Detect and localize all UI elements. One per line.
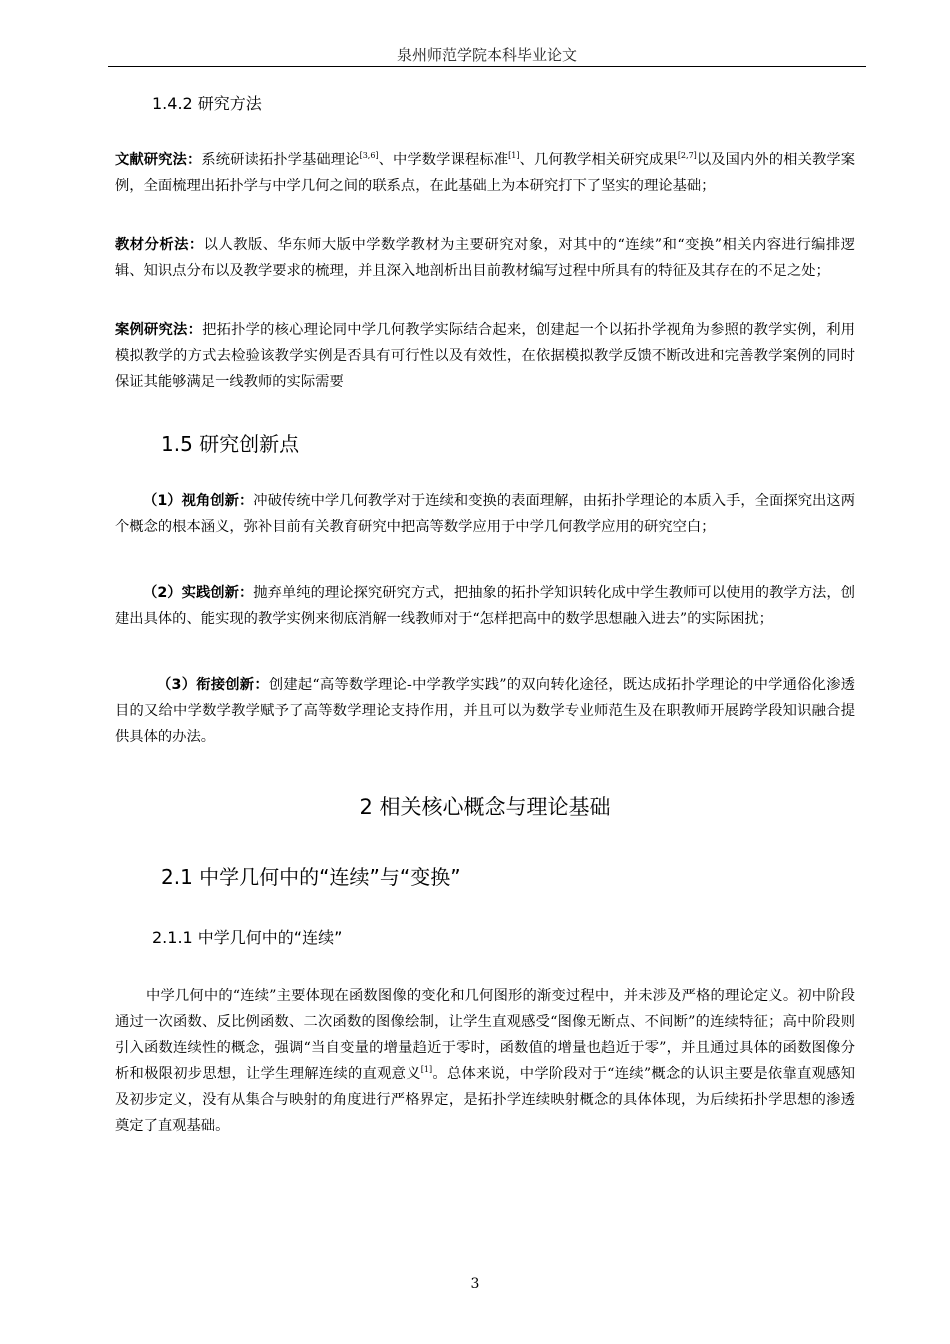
- paragraph-text: 、几何教学相关研究成果: [519, 152, 678, 168]
- paragraph-text: 冲破传统中学几何教学对于连续和变换的表面理解，由拓扑学理论的本质入手，全面探究出这两个概念的根本涵义，弥补目前有关教育研究中把高等数学应用于中学几何教学应用的研究空白；: [115, 493, 856, 535]
- term-label: 衔接创新: [196, 677, 255, 693]
- paragraph-text: 抛弃单纯的理论探究研究方式，把抽象的拓扑学知识转化成中学生教师可以使用的教学方法，创建出具体的、能实现的教学实例来彻底消解一线教师对于“怎样把高中的数学思想融入进去”的实际困扰；: [115, 585, 856, 627]
- paragraph-text: 创建起“高等数学理论-中学教学实践”的双向转化途径，既达成拓扑学理论的中学通俗化渗透目的又给中学数学教学赋予了高等数学理论支持作用，并且可以为数学专业师范生及在职教师开展跨学段知识融合提供具体的办法。: [115, 677, 856, 745]
- section-heading-2-1: 2.1 中学几何中的“连续”与“变换”: [161, 865, 461, 889]
- paragraph-text: 以人教版、华东师大版中学数学教材为主要研究对象，对其中的“连续”和“变换”相关内容进行编排逻辑、知识点分布以及教学要求的梳理，并且深入地剖析出目前教材编写过程中所具有的特征及其存在的不足之处；: [115, 237, 856, 279]
- section-heading-2-1-1: 2.1.1 中学几何中的“连续”: [152, 928, 343, 947]
- term-separator: ：: [238, 493, 254, 509]
- item-prefix: （3）: [157, 677, 197, 693]
- item-prefix: （1）: [143, 493, 182, 509]
- paragraph-innovation-2: [115, 580, 855, 632]
- paragraph-innovation-1: [115, 488, 855, 540]
- term-separator: ：: [254, 677, 269, 693]
- paragraph-text: 系统研读拓扑学基础理论: [201, 152, 360, 168]
- term-separator: ：: [186, 152, 202, 168]
- section-heading-1-5: 1.5 研究创新点: [161, 432, 300, 456]
- paragraph-continuity: [115, 983, 855, 1139]
- term-label: 视角创新: [181, 493, 239, 509]
- paragraph-text: 中学几何中的“连续”主要体现在函数图像的变化和几何图形的渐变过程中，并未涉及严格的理论定义。初中阶段通过一次函数、反比例函数、二次函数的图像绘制，让学生直观感受“图像无断点、不间断”的连续特征；高中阶段则引入函数连续性的概念，强调“当自变量的增量趋近于零时，函数值的增量也趋近于零”，并且通过具体的函数图像分析和极限初步思想，让学生理解连续的直观意义: [115, 988, 855, 1082]
- paragraph-text: 。总体来说，中学阶段对于“连续”概念的认识主要是依靠直观感知及初步定义，没有从集合与映射的角度进行严格界定，是拓扑学连续映射概念的具体体现，为后续拓扑学思想的渗透奠定了直观基础。: [115, 1066, 856, 1134]
- paragraph-textbook-method: [115, 232, 855, 284]
- chapter-heading-2: 2 相关核心概念与理论基础: [359, 795, 611, 819]
- term-label: 文献研究法: [115, 152, 187, 168]
- header-rule: [108, 66, 866, 67]
- term-separator: ：: [188, 237, 204, 253]
- paragraph-literature-method: [115, 147, 855, 199]
- term-label: 案例研究法: [115, 322, 188, 338]
- paragraph-text: 以及国内外的相关教学案例，全面梳理出拓扑学与中学几何之间的联系点，在此基础上为本研究打下了坚实的理论基础；: [115, 152, 856, 194]
- section-heading-1-4-2: 1.4.2 研究方法: [152, 94, 262, 113]
- paragraph-text: 、中学数学课程标准: [378, 152, 509, 168]
- term-separator: ：: [187, 322, 203, 338]
- paragraph-case-method: [115, 317, 855, 395]
- term-separator: ：: [238, 585, 254, 601]
- page-header: 泉州师范学院本科毕业论文: [396, 46, 577, 64]
- citation: [1]: [420, 1065, 433, 1074]
- page-number: 3: [470, 1276, 480, 1292]
- term-label: 实践创新: [181, 585, 239, 601]
- paragraph-innovation-3: [115, 672, 855, 750]
- citation: [3,6]: [359, 151, 379, 160]
- paragraph-text: 把拓扑学的核心理论同中学几何教学实际结合起来，创建起一个以拓扑学视角为参照的教学实例，利用模拟教学的方式去检验该教学实例是否具有可行性以及有效性，在依据模拟教学反馈不断改进和完善教学案例的同时保证其能够满足一线教师的实际需要: [115, 322, 856, 390]
- item-prefix: （2）: [143, 585, 182, 601]
- citation: [1]: [508, 151, 520, 160]
- term-label: 教材分析法: [115, 237, 189, 253]
- citation: [2,7]: [677, 151, 697, 160]
